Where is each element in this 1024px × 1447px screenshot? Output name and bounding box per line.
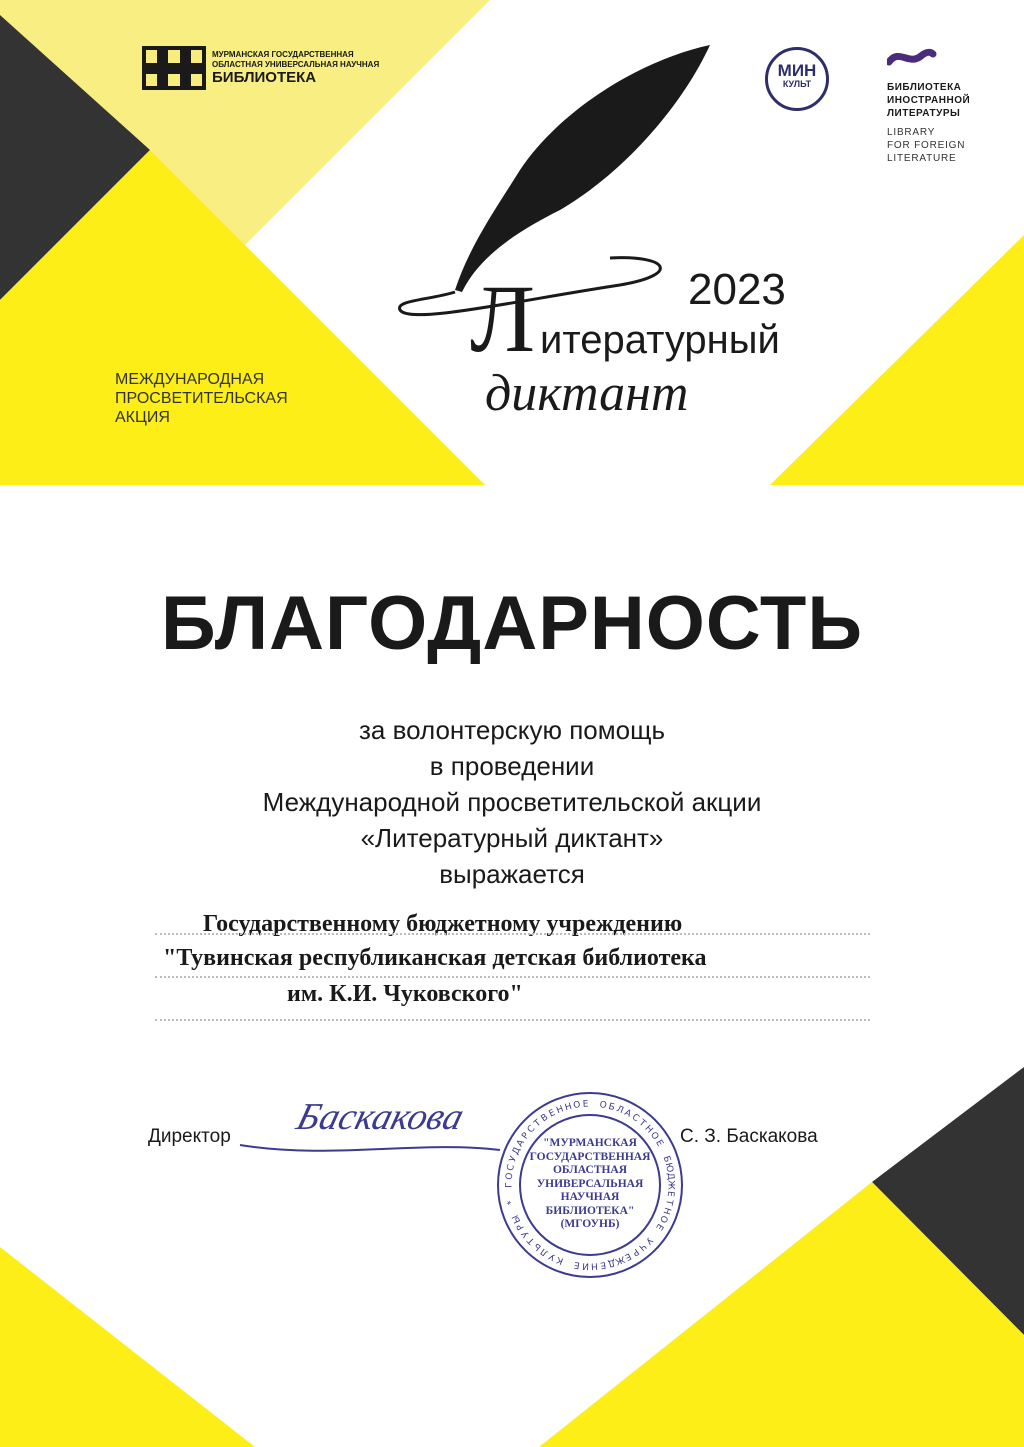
stamp-ring-char: А (622, 1107, 633, 1120)
stamp-ring-char: С (629, 1112, 641, 1125)
stamp-ring-char: С (525, 1123, 538, 1136)
feather-icon (400, 45, 710, 315)
stamp-ring-char: Л (614, 1104, 625, 1117)
stamp-ring-char: Д (606, 1256, 617, 1269)
dictation-logo-line2: диктант (485, 365, 689, 422)
stamp-ring-char: Л (539, 1245, 551, 1258)
stamp-ring-char: Т (532, 1118, 544, 1130)
stamp-line: (МГОУНБ) (560, 1218, 620, 1230)
body-line: Международной просветительской акции (262, 787, 762, 817)
stamp-ring-char: Е (582, 1099, 589, 1110)
body-line: «Литературный диктант» (360, 823, 664, 853)
body-line: выражается (439, 859, 585, 889)
recipient-line: "Тувинская республиканская детская библиотека (163, 945, 707, 971)
stamp-ring-char: Е (664, 1190, 676, 1198)
certificate-body (0, 712, 1024, 892)
stamp-ring-char: Т (663, 1198, 675, 1207)
logo-text: ЛИТЕРАТУРЫ (887, 108, 961, 119)
stamp-ring-char: И (581, 1260, 590, 1271)
stamp-ring-char: У (547, 1250, 558, 1262)
stamp-ring-char: Н (563, 1101, 574, 1114)
signer-name: С. З. Баскакова (680, 1126, 818, 1147)
stamp-ring-char: Н (590, 1260, 599, 1271)
logo-text: ИНОСТРАННОЙ (887, 95, 971, 106)
dictation-logo-line1: итературный (540, 318, 780, 362)
logo-text: БИБЛИОТЕКА (887, 82, 962, 93)
action-line: ПРОСВЕТИТЕЛЬСКАЯ (115, 390, 288, 407)
certificate-title: БЛАГОДАРНОСТЬ (161, 581, 863, 666)
stamp-ring-char: Ж (665, 1180, 676, 1190)
logo-text: БИБЛИОТЕКА (212, 69, 317, 86)
stamp-ring-char: Е (622, 1250, 633, 1262)
stamp-ring-char: Р (515, 1221, 527, 1232)
stamp-ring-char: Д (510, 1145, 523, 1157)
logo-text: FOR FOREIGN (887, 140, 966, 151)
stamp-ring-char: Е (547, 1108, 558, 1120)
foreign-library-logo (887, 48, 970, 165)
stamp-center-text (520, 1137, 660, 1232)
dotted-line (155, 933, 870, 935)
stamp-line: "МУРМАНСКАЯ (543, 1137, 637, 1149)
stamp-ring-char: У (520, 1228, 532, 1239)
stamp-ring-char: Н (642, 1123, 655, 1136)
stamp-ring-char: Н (660, 1205, 673, 1216)
recipient-line: им. К.И. Чуковского" (287, 981, 523, 1007)
stamp-ring-char: Т (526, 1234, 538, 1246)
stamp-ring-char: Е (573, 1259, 581, 1270)
minkult-logo (765, 47, 829, 111)
handwritten-signature: Баскакова (292, 1096, 469, 1138)
stamp-ring-char: К (555, 1253, 566, 1266)
yellow-triangle-top-right (770, 235, 1024, 485)
dictation-year: 2023 (688, 265, 786, 314)
dotted-line (155, 976, 870, 978)
stamp-ring-char: Е (599, 1259, 607, 1270)
body-line: за волонтерскую помощь (358, 715, 666, 745)
stamp-ring-char: Б (607, 1101, 616, 1114)
action-line: АКЦИЯ (115, 409, 170, 426)
stamp-ring-char: Н (555, 1104, 566, 1117)
stamp-ring-char: * (506, 1199, 517, 1206)
stamp-line: БИБЛИОТЕКА" (545, 1204, 635, 1217)
mgounb-logo-mark (142, 46, 206, 90)
body-line: в проведении (429, 751, 595, 781)
stamp-line: УНИВЕРСАЛЬНАЯ (536, 1177, 644, 1190)
logo-text: LIBRARY (887, 127, 936, 138)
stamp-ring-char: У (508, 1155, 520, 1164)
action-line: МЕЖДУНАРОДНАЯ (115, 371, 265, 388)
stamp-ring-char: О (657, 1213, 670, 1225)
stamp-ring-char: Р (520, 1131, 532, 1142)
yellow-triangle-bottom-left (0, 1247, 255, 1447)
logo-text: ОБЛАСТНАЯ УНИВЕРСАЛЬНАЯ НАУЧНАЯ (212, 60, 380, 69)
stamp-line: ГОСУДАРСТВЕННАЯ (529, 1150, 651, 1163)
stamp-ring-char: Б (660, 1154, 673, 1164)
stamp-ring-char: У (642, 1234, 654, 1246)
stamp-ring-char: О (572, 1100, 582, 1112)
stamp-ring-char: А (515, 1138, 527, 1149)
signer-position: Директор (148, 1126, 231, 1147)
recipient-line: Государственному бюджетному учреждению (203, 911, 683, 937)
stamp-ring-char: Р (630, 1245, 641, 1258)
stamp-ring-char: Ж (613, 1253, 627, 1267)
stamp-ring-char: Ы (510, 1213, 524, 1225)
action-label (115, 370, 288, 427)
logo-text: LITERATURE (887, 153, 957, 164)
stamp-ring-char: О (598, 1100, 608, 1112)
stamp-ring-char: С (505, 1163, 517, 1172)
stamp-ring-char: Ь (532, 1240, 544, 1253)
mgounb-logo (142, 46, 379, 90)
stamp-ring-char: Ю (662, 1161, 675, 1174)
wave-icon (887, 48, 937, 68)
stamp-ring-char: Е (653, 1221, 665, 1232)
dotted-line (155, 1019, 870, 1021)
stamp-ring-char: Г (504, 1182, 515, 1188)
stamp-ring-char: Т (636, 1118, 648, 1130)
stamp-ring-char: В (539, 1112, 551, 1125)
stamp-line: ОБЛАСТНАЯ (552, 1164, 628, 1176)
stamp-ring-char: Д (664, 1172, 676, 1181)
stamp-ring-char: О (504, 1172, 516, 1181)
logo-text: МУРМАНСКАЯ ГОСУДАРСТВЕННАЯ (212, 50, 354, 59)
dictation-logo-letter: Л (470, 265, 536, 372)
stamp-ring-char: Ч (636, 1240, 648, 1253)
stamp-line: НАУЧНАЯ (560, 1191, 620, 1203)
stamp-ring-char: О (647, 1130, 661, 1143)
minkult-text: МИН (777, 61, 817, 80)
stamp-ring-char: Е (653, 1138, 665, 1149)
minkult-text: КУЛЬТ (782, 79, 812, 89)
